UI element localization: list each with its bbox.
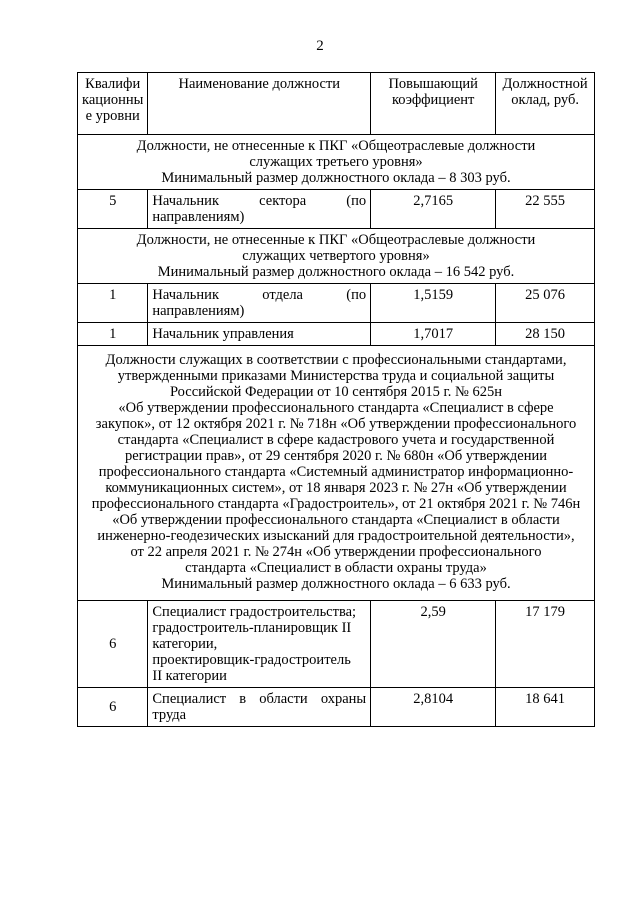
position-word: направлениям) [152,303,245,319]
coefficient-value: 2,7165 [371,190,496,229]
section-line: служащих четвертого уровня» [242,248,430,264]
position-word: (по [346,193,367,209]
qualification-level: 5 [78,190,148,229]
position-word: Начальник [152,287,219,303]
section-line: Минимальный размер должностного оклада – 8 303 руб. [161,170,511,186]
position-name [148,190,371,229]
salary-value: 22 555 [496,190,595,229]
coefficient-value: 1,5159 [371,284,496,323]
salary-value: 28 150 [496,323,595,346]
section-line: «Об утверждении профессионального стандарта «Специалист в области [112,512,560,528]
page-number: 2 [316,38,324,54]
section-line: от 22 апреля 2021 г. № 274н «Об утверждении профессионального [130,544,542,560]
section-line: Должности, не отнесенные к ПКГ «Общеотраслевые должности [136,138,536,154]
position-word: Специалист [152,691,227,707]
position-name: Начальник управления [148,323,371,346]
section-line: Должности служащих в соответствии с профессиональными стандартами, [105,352,567,368]
position-line: Специалист градостроительства; [152,604,357,620]
position-word: отдела [262,287,303,303]
coefficient-value: 2,59 [371,601,496,688]
section-line: утвержденными приказами Министерства труда и социальной защиты [117,368,555,384]
coefficient-value: 1,7017 [371,323,496,346]
position-word: (по [346,287,367,303]
position-line: проектировщик-градостроитель [152,652,351,668]
section-line: закупок», от 12 октября 2021 г. № 718н «Об утверждении профессионального [95,416,577,432]
table-row [78,323,595,346]
position-line: II категории [152,668,227,684]
position-name [148,601,371,688]
section-line: Российской Федерации от 10 сентября 2015 г. № 625н [169,384,503,400]
position-word: в [239,691,247,707]
section-line: служащих третьего уровня» [249,154,423,170]
coefficient-value: 2,8104 [371,688,496,727]
section-line: коммуникационных систем», от 18 января 2023 г. № 27н «Об утверждении [105,480,567,496]
table-row [78,190,595,229]
position-word: Начальник [152,193,219,209]
qualification-level: 1 [78,323,148,346]
qualification-level: 6 [78,601,148,688]
header-position: Наименование должности [148,73,371,135]
section-header-professional-standards [78,346,595,601]
salary-value: 17 179 [496,601,595,688]
section-line: профессионального стандарта «Системный администратор информационно- [98,464,574,480]
salary-value: 18 641 [496,688,595,727]
position-name [148,284,371,323]
section-line: регистрации прав», от 29 сентября 2020 г. № 680н «Об утверждении [124,448,548,464]
section-line: Минимальный размер должностного оклада – 6 633 руб. [161,576,511,592]
salary-value: 25 076 [496,284,595,323]
position-word: направлениям) [152,209,245,225]
salary-table [77,72,595,727]
position-line: категории, [152,636,218,652]
table-row [78,688,595,727]
header-coefficient: Повышающий коэффициент [371,73,496,135]
section-line: стандарта «Специалист в области охраны труда» [185,560,487,576]
table-row [78,284,595,323]
position-line: градостроитель-планировщик II [152,620,352,636]
section-line: профессионального стандарта «Градостроитель», от 21 октября 2021 г. № 746н [91,496,581,512]
section-line: Минимальный размер должностного оклада – 16 542 руб. [157,264,515,280]
section-line: Должности, не отнесенные к ПКГ «Общеотраслевые должности [136,232,536,248]
position-word: труда [152,707,187,723]
table-row [78,601,595,688]
qualification-level: 6 [78,688,148,727]
header-qualification: Квалификационные уровни [78,73,148,135]
section-header-fourth-level [78,229,595,284]
section-line: «Об утверждении профессионального стандарта «Специалист в сфере [118,400,554,416]
position-word: охраны [320,691,367,707]
header-salary: Должностной оклад, руб. [496,73,595,135]
section-line: стандарта «Специалист в сфере кадастрового учета и государственной [117,432,555,448]
position-name [148,688,371,727]
position-word: области [259,691,308,707]
position-word: сектора [259,193,307,209]
table-header-row [78,73,595,135]
section-line: инженерно-геодезических изысканий для градостроительной деятельности», [97,528,575,544]
qualification-level: 1 [78,284,148,323]
section-header-third-level [78,135,595,190]
